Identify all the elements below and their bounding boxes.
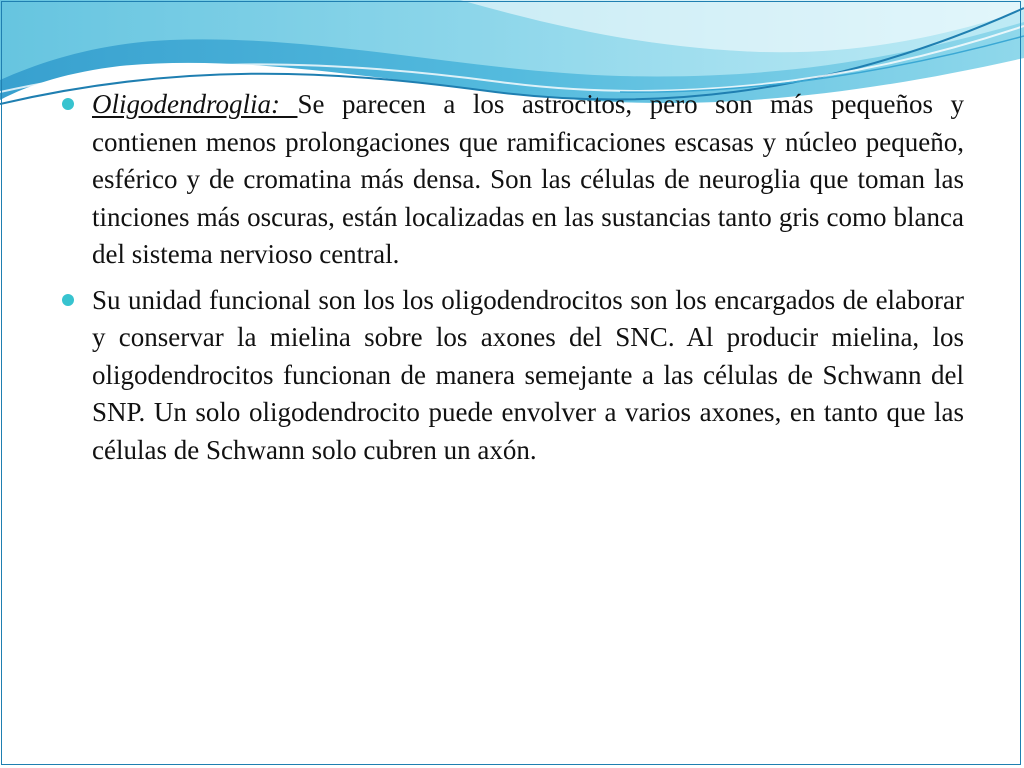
bullet-item-functional-unit [62, 282, 964, 470]
bullet-text-oligodendroglia: Se parecen a los astrocitos, pero son más pequeños y contienen menos prolongaciones que ramificaciones escasas y núcleo pequeño, esférico y de cromatina más densa. Son las células de neuroglia que toman las tinciones más oscuras, están localizadas en las sustancias tanto gris como blanca del sistema nervioso central. [92, 89, 964, 269]
bullet-item-oligodendroglia [62, 86, 964, 274]
term-oligodendroglia: Oligodendroglia: [92, 89, 280, 119]
bullet-dot-icon [62, 98, 74, 110]
bullet-text-functional-unit: Su unidad funcional son los los oligodendrocitos son los encargados de elaborar y conservar la mielina sobre los axones del SNC. Al producir mielina, los oligodendrocitos funcionan de manera semejante a las células de Schwann del SNP. Un solo oligodendrocito puede envolver a varios axones, en tanto que las células de Schwann solo cubren un axón. [92, 284, 964, 465]
term-underline-space [280, 89, 298, 119]
bullet-dot-icon [62, 294, 74, 306]
slide-content [62, 86, 964, 477]
